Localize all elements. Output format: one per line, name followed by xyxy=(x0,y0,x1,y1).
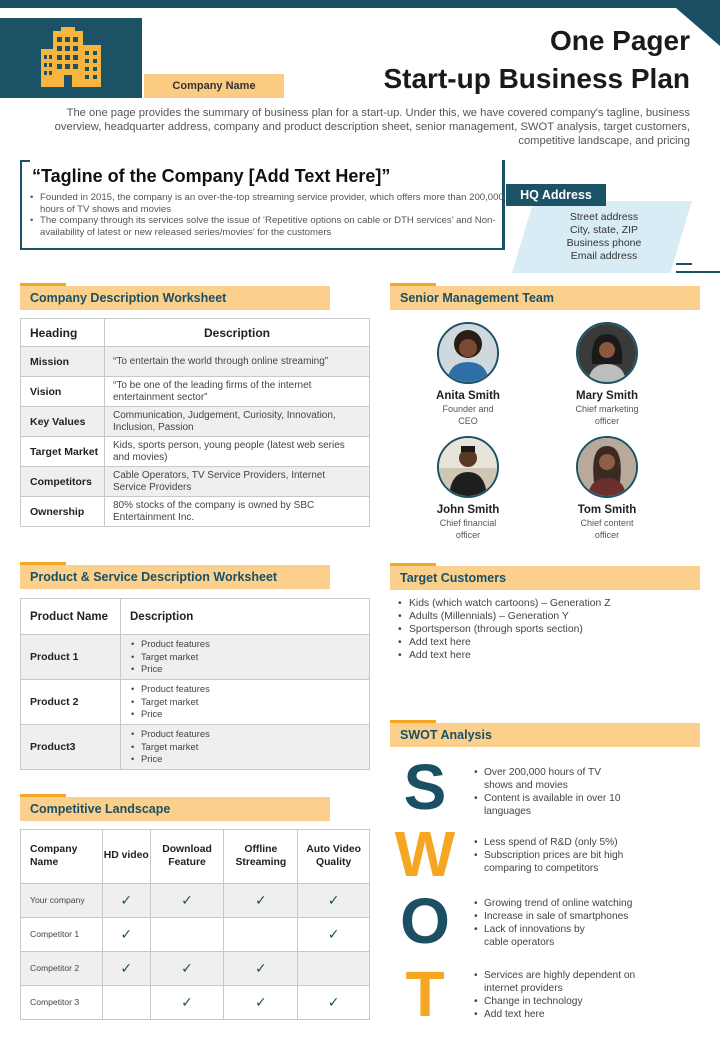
tagline-box xyxy=(20,160,505,250)
swot-letter-t: T xyxy=(405,958,445,1030)
avatar xyxy=(576,322,638,384)
row-heading: Target Market xyxy=(21,437,105,467)
list-item: • Increase in sale of smartphones xyxy=(474,910,664,923)
member-name: Tom Smith xyxy=(577,504,637,516)
list-item: • Product features xyxy=(131,728,369,741)
col-heading: Heading xyxy=(21,319,105,347)
senior-management-heading: Senior Management Team xyxy=(390,286,700,310)
hq-city: City, state, ZIP xyxy=(569,224,639,236)
table-header-row xyxy=(21,830,370,884)
list-item: • Sportsperson (through sports section) xyxy=(398,623,611,636)
check-cell xyxy=(102,986,150,1020)
intro-text: The one page provides the summary of business plan for a start-up. Under this, we have covered company's tagline, business overview, headquarter address, company and product description sheet, senior management, SWOT analysis, target customers, competitive landscape, and pricing xyxy=(54,107,690,147)
list-item: • Price xyxy=(131,708,369,721)
row-description: Cable Operators, TV Service Providers, Internet Service Providers xyxy=(105,467,370,497)
hq-phone: Business phone xyxy=(566,237,642,249)
col-product-name: Product Name xyxy=(21,599,121,635)
row-heading: Mission xyxy=(21,347,105,377)
checkmark-icon: ✓ xyxy=(150,952,224,986)
list-item: • Growing trend of online watching xyxy=(474,897,664,910)
title-line-2: Start-up Business Plan xyxy=(383,63,690,94)
list-item: • Price xyxy=(131,663,369,676)
member-name: John Smith xyxy=(436,504,500,516)
hq-address-label: HQ Address xyxy=(506,184,606,206)
row-description: “To be one of the leading firms of the internet entertainment sector” xyxy=(105,377,370,407)
table-row xyxy=(21,635,370,680)
col-download: Download Feature xyxy=(150,830,224,884)
tagline-bullet: • Founded in 2015, the company is an over-the-top streaming service provider, which offers more than 200,000 hours of TV shows and movies xyxy=(30,192,505,215)
table-row xyxy=(21,725,370,770)
avatar xyxy=(576,436,638,498)
check-cell xyxy=(298,952,370,986)
avatar xyxy=(437,322,499,384)
swot-weaknesses xyxy=(474,836,664,875)
company-logo xyxy=(0,18,142,98)
competitor-name: Competitor 3 xyxy=(21,986,103,1020)
member-role: Chief content officer xyxy=(580,518,634,540)
checkmark-icon: ✓ xyxy=(150,986,224,1020)
target-customers-list xyxy=(398,597,611,662)
team-member xyxy=(418,436,518,541)
list-item: • Adults (Millennials) – Generation Y xyxy=(398,610,611,623)
product-description xyxy=(121,635,370,680)
product-name: Product3 xyxy=(21,725,121,770)
col-offline: Offline Streaming xyxy=(224,830,298,884)
row-heading: Competitors xyxy=(21,467,105,497)
row-description: “To entertain the world through online streaming” xyxy=(105,347,370,377)
product-service-heading: Product & Service Description Worksheet xyxy=(20,565,330,589)
list-item: • Change in technology xyxy=(474,995,664,1008)
swot-letter-s: S xyxy=(403,751,447,823)
product-name: Product 2 xyxy=(21,680,121,725)
list-item: • Product features xyxy=(131,638,369,651)
list-item: • Over 200,000 hours of TV shows and movies xyxy=(474,766,664,792)
table-row xyxy=(21,952,370,986)
checkmark-icon: ✓ xyxy=(150,884,224,918)
company-name-label: Company Name xyxy=(144,74,284,98)
checkmark-icon: ✓ xyxy=(102,884,150,918)
list-item: • Product features xyxy=(131,683,369,696)
table-row xyxy=(21,497,370,527)
hq-email: Email address xyxy=(570,250,638,262)
table-row xyxy=(21,377,370,407)
checkmark-icon: ✓ xyxy=(102,918,150,952)
person-photo-icon xyxy=(578,324,636,382)
table-row xyxy=(21,680,370,725)
swot-threats xyxy=(474,969,664,1021)
person-photo-icon xyxy=(439,324,497,382)
competitive-landscape-table xyxy=(20,829,370,1020)
table-row xyxy=(21,407,370,437)
swot-heading: SWOT Analysis xyxy=(390,723,700,747)
member-name: Mary Smith xyxy=(576,390,638,402)
col-description: Description xyxy=(121,599,370,635)
member-role: Chief financial officer xyxy=(439,518,497,540)
col-description: Description xyxy=(105,319,370,347)
row-heading: Key Values xyxy=(21,407,105,437)
list-item: • Target market xyxy=(131,741,369,754)
tagline-accent xyxy=(20,160,30,162)
checkmark-icon: ✓ xyxy=(102,952,150,986)
table-row xyxy=(21,884,370,918)
check-cell xyxy=(150,918,224,952)
col-hd-video: HD video xyxy=(102,830,150,884)
person-photo-icon xyxy=(439,438,497,496)
tagline-title: “Tagline of the Company [Add Text Here]” xyxy=(32,166,391,186)
tagline-bullets xyxy=(30,192,505,238)
team-member xyxy=(557,436,657,541)
swot-strengths xyxy=(474,766,664,818)
col-company-name: Company Name xyxy=(21,830,103,884)
product-description xyxy=(121,725,370,770)
list-item: • Lack of innovations by cable operators xyxy=(474,923,664,949)
table-row xyxy=(21,347,370,377)
hq-divider xyxy=(676,271,720,273)
avatar xyxy=(437,436,499,498)
row-heading: Ownership xyxy=(21,497,105,527)
list-item: • Price xyxy=(131,753,369,766)
list-item: • Add text here xyxy=(398,636,611,649)
list-item: • Kids (which watch cartoons) – Generation Z xyxy=(398,597,611,610)
checkmark-icon: ✓ xyxy=(298,884,370,918)
list-item: • Subscription prices are bit high comparing to competitors xyxy=(474,849,664,875)
hq-street: Street address xyxy=(569,211,639,223)
list-item: • Content is available in over 10 languages xyxy=(474,792,664,818)
row-heading: Vision xyxy=(21,377,105,407)
building-icon xyxy=(39,27,103,89)
table-row xyxy=(21,986,370,1020)
hq-divider-short xyxy=(676,263,692,265)
table-row xyxy=(21,437,370,467)
swot-letter-o: O xyxy=(400,885,450,957)
top-accent-bar xyxy=(0,0,720,8)
table-row xyxy=(21,918,370,952)
tagline-bullet: • The company through its services solve the issue of ‘Repetitive options on cable or DTH services’ and Non-availability of latest or new released series/movies’ for the customers xyxy=(30,215,505,238)
check-cell xyxy=(224,918,298,952)
list-item: • Less spend of R&D (only 5%) xyxy=(474,836,664,849)
checkmark-icon: ✓ xyxy=(298,918,370,952)
checkmark-icon: ✓ xyxy=(224,952,298,986)
row-description: 80% stocks of the company is owned by SBC Entertainment Inc. xyxy=(105,497,370,527)
competitor-name: Your company xyxy=(21,884,103,918)
list-item: • Add text here xyxy=(474,1008,664,1021)
member-role: Founder and CEO xyxy=(442,404,494,426)
competitor-name: Competitor 2 xyxy=(21,952,103,986)
title-line-1: One Pager xyxy=(549,25,690,56)
col-auto-quality: Auto Video Quality xyxy=(298,830,370,884)
table-header-row xyxy=(21,319,370,347)
list-item: • Target market xyxy=(131,696,369,709)
page-title xyxy=(383,22,690,98)
target-customers-heading: Target Customers xyxy=(390,566,700,590)
checkmark-icon: ✓ xyxy=(224,884,298,918)
row-description: Communication, Judgement, Curiosity, Innovation, Inclusion, Passion xyxy=(105,407,370,437)
competitor-name: Competitor 1 xyxy=(21,918,103,952)
list-item: • Add text here xyxy=(398,649,611,662)
member-role: Chief marketing officer xyxy=(575,404,639,426)
competitive-landscape-heading: Competitive Landscape xyxy=(20,797,330,821)
member-name: Anita Smith xyxy=(436,390,500,402)
company-description-heading: Company Description Worksheet xyxy=(20,286,330,310)
company-description-table xyxy=(20,318,370,527)
table-row xyxy=(21,467,370,497)
person-photo-icon xyxy=(578,438,636,496)
swot-letter-w: W xyxy=(394,818,456,890)
swot-opportunities xyxy=(474,897,664,949)
product-description xyxy=(121,680,370,725)
row-description: Kids, sports person, young people (latest web series and movies) xyxy=(105,437,370,467)
list-item: • Services are highly dependent on internet providers xyxy=(474,969,664,995)
checkmark-icon: ✓ xyxy=(224,986,298,1020)
team-member xyxy=(418,322,518,427)
hq-address-lines xyxy=(530,211,678,263)
product-name: Product 1 xyxy=(21,635,121,680)
list-item: • Target market xyxy=(131,651,369,664)
team-member xyxy=(557,322,657,427)
checkmark-icon: ✓ xyxy=(298,986,370,1020)
table-header-row xyxy=(21,599,370,635)
product-service-table xyxy=(20,598,370,770)
